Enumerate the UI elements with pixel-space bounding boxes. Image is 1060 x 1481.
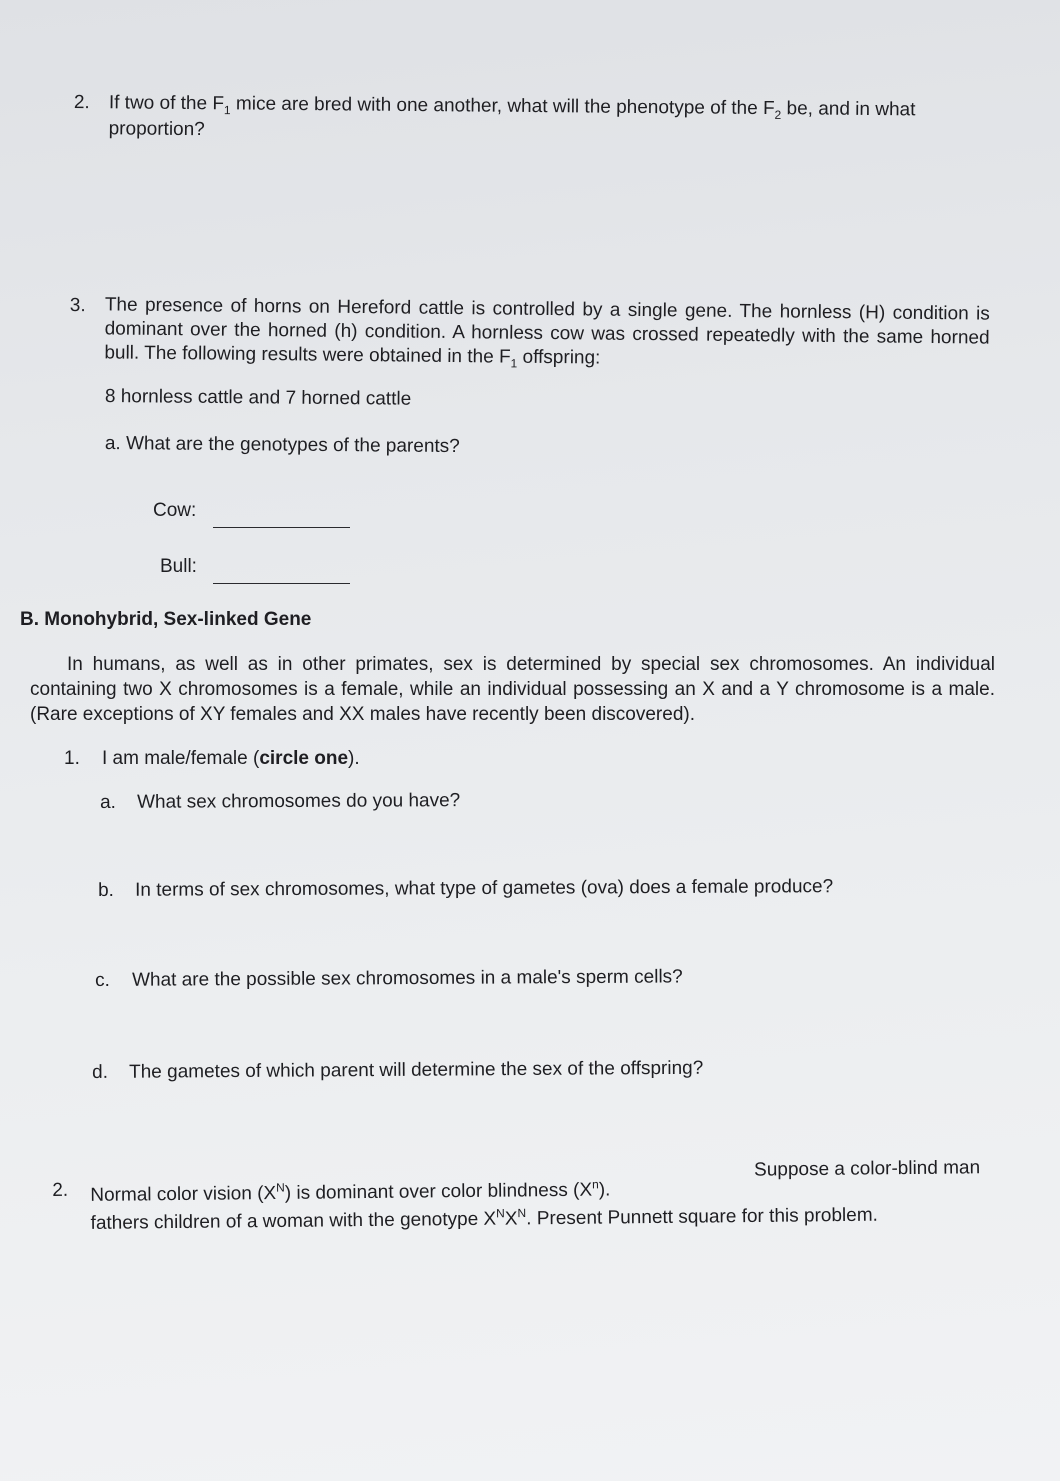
question-3: [69, 293, 990, 380]
sub-question-c: [95, 963, 895, 993]
sub-text: In terms of sex chromosomes, what type of gametes (ova) does a female produce?: [135, 876, 834, 901]
question-number: 2.: [52, 1179, 69, 1201]
part-a-question: a. What are the genotypes of the parents?: [104, 432, 460, 458]
sub-text: What are the possible sex chromosomes in a male's sperm cells?: [132, 966, 683, 991]
sub-question-d: [92, 1054, 892, 1085]
question-text: If two of the $F_1$ mice are bred with one another, what will the phenotype of the $F_2$ be, and in what proportion?: [108, 92, 916, 140]
bull-label: Bull:: [160, 556, 197, 577]
sub-label: c.: [95, 969, 110, 991]
sub-question-a: [100, 786, 800, 815]
question-number: 2.: [73, 91, 90, 114]
question-2: [74, 90, 989, 149]
cow-label: Cow:: [153, 500, 197, 521]
bull-answer-line[interactable]: [213, 583, 350, 584]
section-b-question-1: [64, 746, 664, 771]
results-line: 8 hornless cattle and 7 horned cattle: [104, 385, 412, 410]
question-number: 3.: [69, 294, 86, 317]
section-b-heading: B. Monohybrid, Sex-linked Gene: [20, 609, 312, 630]
sub-question-b: [98, 873, 958, 903]
section-b-question-2: [52, 1155, 1013, 1236]
question-text: I am male/female (circle one).: [102, 748, 360, 769]
question-number: 1.: [64, 748, 80, 769]
sub-label: b.: [98, 879, 114, 901]
section-b-intro: In humans, as well as in other primates, sex is determined by special sex chromosomes. An individual containing two X chromosomes is a female, while an individual possessing an X and a Y chromosome is a male. (Rare exceptions of XY females and XX males have recently been discovered).: [30, 654, 995, 725]
sub-text: The gametes of which parent will determine the sex of the offspring?: [129, 1057, 704, 1083]
question-text: The presence of horns on Hereford cattle is controlled by a single gene. The hornless (H) condition is dominant over the horned (h) condition. A hornless cow was crossed repeatedly with the same horned bull. The following results were obtained in the $F_1$ offspring:: [104, 294, 990, 371]
sub-label: d.: [92, 1061, 109, 1083]
sub-text: What sex chromosomes do you have?: [137, 790, 461, 813]
question-text: Normal color vision $(X^N)$ is dominant over color blindness $(X^n)$. Suppose a color-blind man fathers children of a woman with the genotype $X^NX^N$. Present Punnett square for this problem.: [90, 1157, 981, 1234]
sub-label: a.: [100, 791, 116, 813]
cow-answer-line[interactable]: [213, 527, 350, 528]
